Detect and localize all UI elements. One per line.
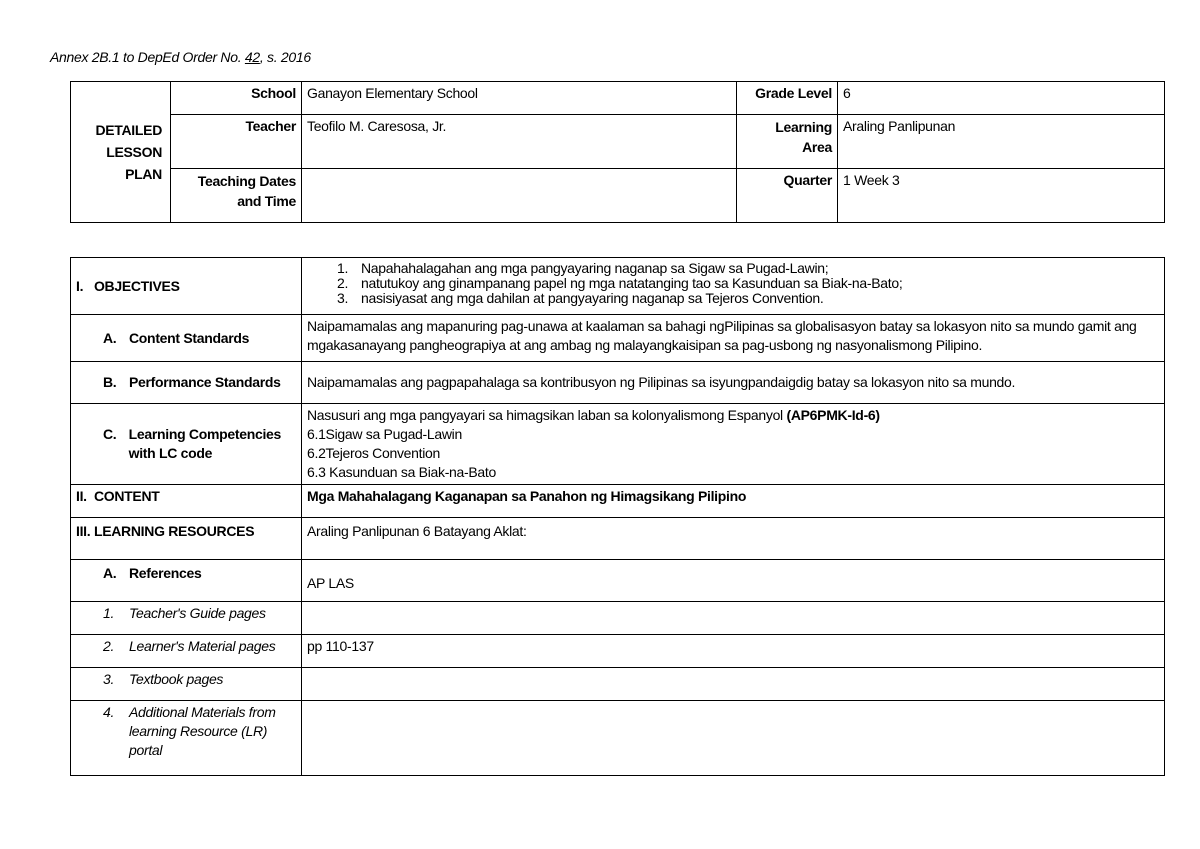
references-row [71,560,1165,602]
dlp-title: DETAILED LESSON PLAN [71,82,171,223]
objectives-label: I. OBJECTIVES [71,258,302,315]
grade-value: 6 [838,82,1165,115]
content-text: Mga Mahahalagang Kaganapan sa Panahon ng Himagsikang Pilipino [302,485,1165,518]
learners-material-label: 2. Learner's Material pages [71,635,302,668]
learning-area-label: Learning Area [737,115,838,169]
school-value: Ganayon Elementary School [302,82,737,115]
content-standards-row [71,315,1165,362]
annex-prefix: Annex 2B.1 to DepEd Order No. [50,49,245,65]
references-label: A. References [71,560,302,602]
additional-materials-label: 4. Additional Materials from learning Resource (LR) portal [71,701,302,776]
competencies-text: Nasusuri ang mga pangyayari sa himagsikan laban sa kolonyalismong Espanyol (AP6PMK-Id-6) 6.1Sigaw sa Pugad-Lawin 6.2Tejeros Convention 6.3 Kasunduan sa Biak-na-Bato [302,404,1165,485]
school-label: School [171,82,302,115]
content-label: II. CONTENT [71,485,302,518]
performance-standards-text: Naipamamalas ang pagpapahalaga sa kontribusyon ng Pilipinas sa isyungpandaigdig batay sa lokasyon nito sa mundo. [302,362,1165,404]
objective-item: 2. natutukoy ang ginampanang papel ng mga natatanging tao sa Kasunduan sa Biak-na-Bato; [337,275,903,291]
references-text: AP LAS [302,560,1165,602]
performance-standards-row [71,362,1165,404]
resources-text: Araling Panlipunan 6 Batayang Aklat: [302,518,1165,560]
competency-item: 6.2Tejeros Convention [307,445,441,461]
header-table [70,81,1165,223]
grade-label: Grade Level [737,82,838,115]
performance-standards-label: B. Performance Standards [71,362,302,404]
competencies-row [71,404,1165,485]
annex-reference [50,49,311,65]
teacher-value: Teofilo M. Caresosa, Jr. [302,115,737,169]
teachers-guide-row [71,602,1165,635]
objectives-list [302,258,1165,315]
competencies-label: C. Learning Competencies with LC code [71,404,302,485]
learning-area-value: Araling Panlipunan [838,115,1165,169]
learners-material-text: pp 110-137 [302,635,1165,668]
content-standards-text: Naipamamalas ang mapanuring pag-unawa at kaalaman sa bahagi ngPilipinas sa globalisasyon batay sa lokasyon nito sa mundo gamit ang mgakasanayang pangheograpiya at ang ambag ng malayangkaisipan sa pag-usbong ng nasyonalismong Pilipino. [302,315,1165,362]
teachers-guide-label: 1. Teacher's Guide pages [71,602,302,635]
teaching-dates-value [302,169,737,223]
textbook-row [71,668,1165,701]
competency-item: 6.1Sigaw sa Pugad-Lawin [307,426,462,442]
content-row [71,485,1165,518]
teacher-label: Teacher [171,115,302,169]
teaching-dates-label: Teaching Dates and Time [171,169,302,223]
objectives-row [71,258,1165,315]
textbook-text [302,668,1165,701]
resources-row [71,518,1165,560]
objective-item: 3. nasisiyasat ang mga dahilan at pangyayaring naganap sa Tejeros Convention. [337,290,824,306]
annex-number: 42 [244,49,260,65]
learners-material-row [71,635,1165,668]
quarter-label: Quarter [737,169,838,223]
quarter-value: 1 Week 3 [838,169,1165,223]
additional-materials-text [302,701,1165,776]
objective-item: 1. Napahahalagahan ang mga pangyayaring naganap sa Sigaw sa Pugad-Lawin; [337,260,829,276]
textbook-label: 3. Textbook pages [71,668,302,701]
annex-suffix: , s. 2016 [259,49,311,65]
teachers-guide-text [302,602,1165,635]
lc-code: (AP6PMK-Id-6) [786,407,880,423]
competency-item: 6.3 Kasunduan sa Biak-na-Bato [307,464,496,480]
resources-label: III. LEARNING RESOURCES [71,518,302,560]
lesson-plan-table [70,257,1165,776]
content-standards-label: A. Content Standards [71,315,302,362]
additional-materials-row [71,701,1165,776]
